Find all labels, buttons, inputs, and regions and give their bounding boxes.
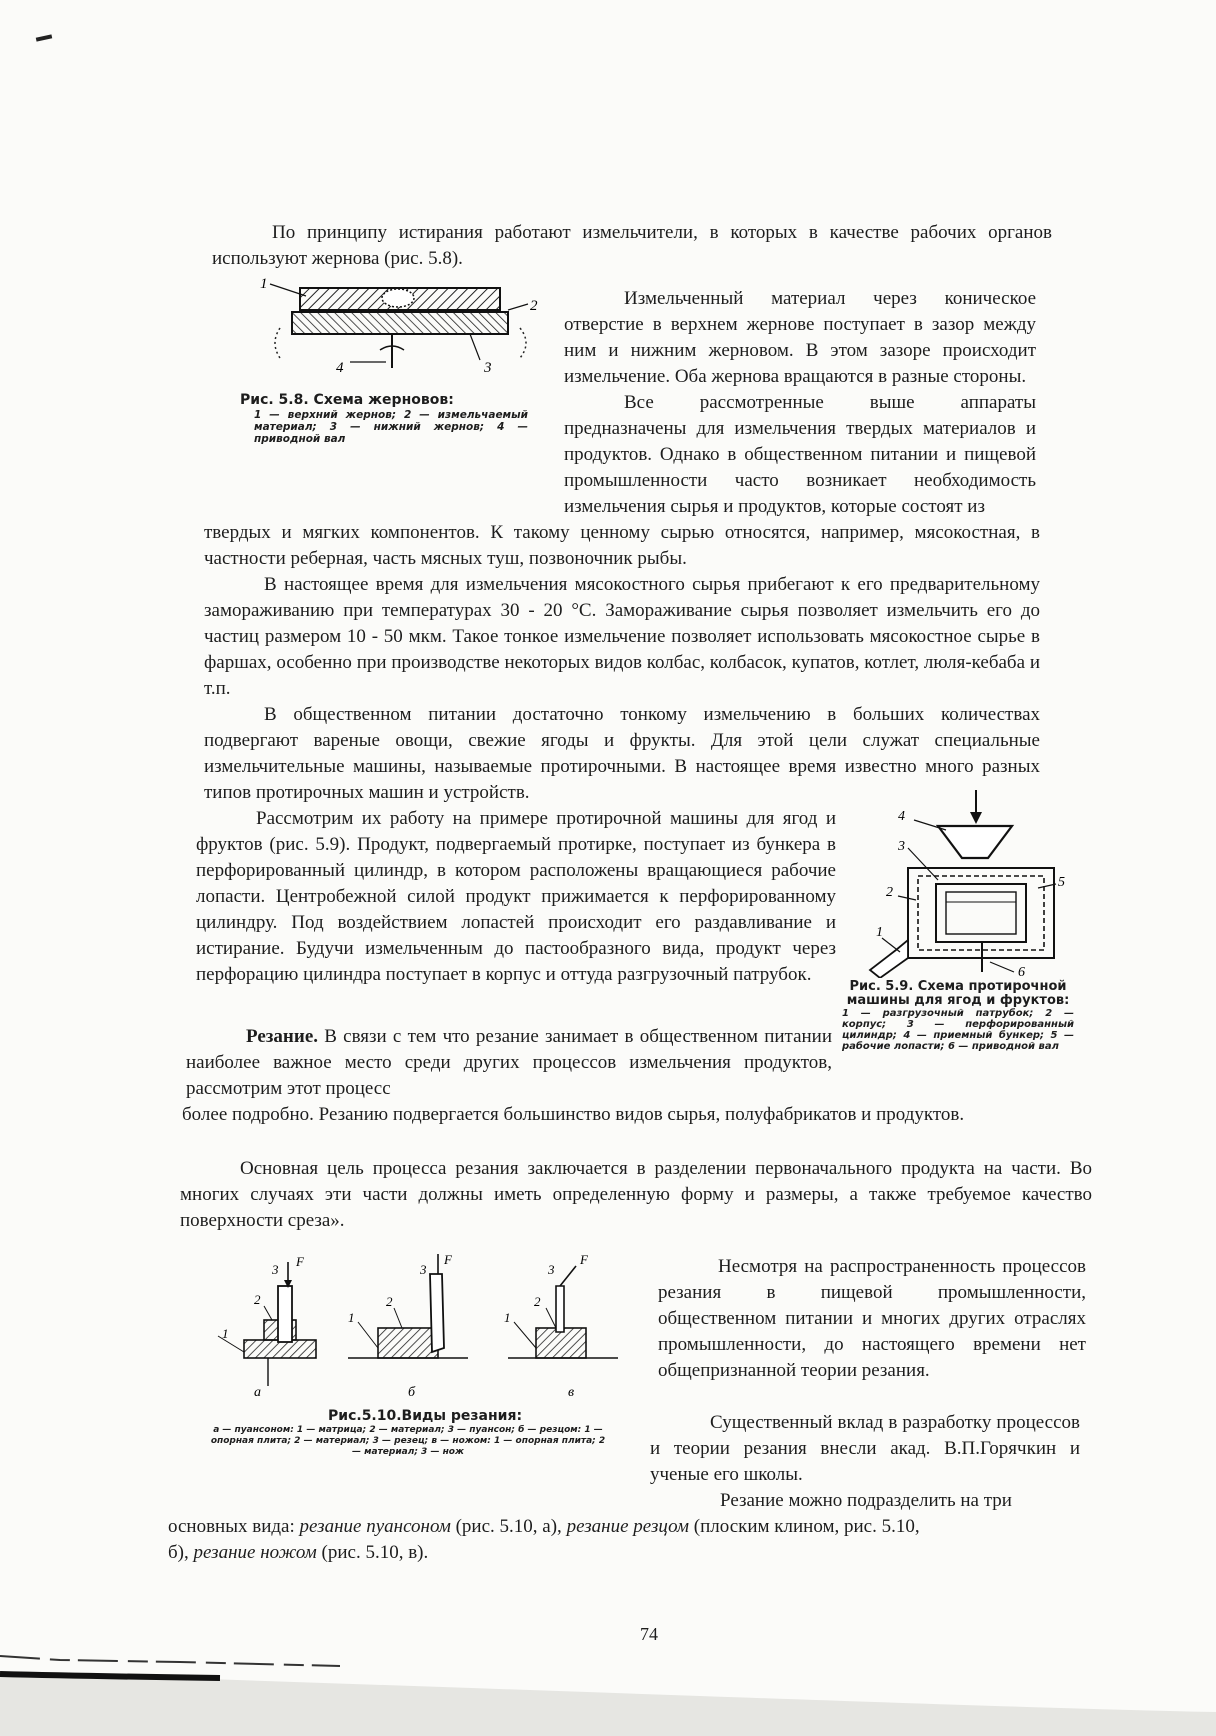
figure-5-8-caption: 1 — верхний жернов; 2 — измельчаемый материал; 3 — нижний жернов; 4 — приводной вал <box>254 409 528 445</box>
paragraph-cutting-goal: Основная цель процесса резания заключается в разделении первоначального продукта на части. Во многих случаях эти части должны иметь определенную форму и размеры, а также требуемое качество поверхности среза». <box>180 1158 1092 1231</box>
figure-5-9 <box>842 790 1074 1052</box>
ref-b-suffix: б), <box>168 1542 189 1563</box>
discharge-pipe <box>870 940 908 978</box>
fig59-label-6: 6 <box>1018 965 1025 978</box>
paragraph-cutting-intro-end: более подробно. Резанию подвергается большинство видов сырья, полуфабрикатов и продуктов. <box>182 1104 965 1125</box>
ref-fig-5-10-b: (плоским клином, рис. 5.10, <box>693 1516 920 1537</box>
paragraph-no-theory: Несмотря на распространенность процессов резания в пищевой промышленности, общественном питании и многих других отраслях промышленности, до настоящего времени нет общепризнанной теории резания. <box>658 1256 1086 1381</box>
paragraph-cutting-intro-text: В связи с тем что резание занимает в общественном питании наиболее важное место среди других процессов измельчения продуктов, рассмотрим этот процесс <box>186 1026 833 1099</box>
svg-text:3: 3 <box>272 1262 279 1277</box>
fig59-label-3: 3 <box>898 839 905 854</box>
scan-edge-shadow <box>0 1652 1216 1736</box>
paragraph-wiping-machines: В общественном питании достаточно тонкому измельчению в больших количествах подвергают вареные овощи, свежие ягоды и фрукты. Для этой цели служат специальные измельчительные машины, называемые протирочными. В настоящее время известно много разных типов протирочных машин и устройств. <box>204 704 1040 803</box>
perforated-cylinder <box>936 884 1026 942</box>
figure-5-10 <box>208 1252 628 1458</box>
svg-text:б: б <box>408 1385 416 1400</box>
fig59-label-2: 2 <box>886 885 893 900</box>
fig59-label-5: 5 <box>1058 875 1065 890</box>
svg-text:в: в <box>568 1385 575 1400</box>
fig59-label-1: 1 <box>876 925 883 940</box>
fig58-label-4: 4 <box>336 360 344 376</box>
svg-text:3: 3 <box>420 1262 427 1277</box>
term-punch-cutting: резание пуансоном <box>299 1516 451 1537</box>
text-main-types: основных вида: <box>168 1516 295 1537</box>
scan-mark <box>36 34 52 41</box>
lower-millstone <box>292 312 508 334</box>
svg-text:3: 3 <box>548 1262 555 1277</box>
paragraph-three-types-start: Резание можно подразделить на три <box>720 1490 1012 1511</box>
ref-fig-5-10-c: (рис. 5.10, в). <box>321 1542 429 1563</box>
svg-text:а: а <box>254 1385 261 1400</box>
heading-cutting: Резание. <box>246 1026 319 1047</box>
paragraph-three-types-end <box>168 1514 1080 1566</box>
svg-text:F: F <box>296 1254 304 1269</box>
paragraph-solid-materials-start: Все рассмотренные выше аппараты предназначены для измельчения твердых материалов и продуктов. Однако в общественном питании и пищевой промышленности часто возникает необходимость измельчения сырья и продуктов, которые состоят из <box>564 392 1036 517</box>
svg-text:1: 1 <box>222 1326 229 1341</box>
paragraph-goryachkin: Существенный вклад в разработку процессов и теории резания внесли акад. В.П.Горячкин и ученые его школы. <box>650 1412 1080 1485</box>
paragraph-cutting-intro <box>186 1024 832 1102</box>
figure-5-10-title: Рис.5.10.Виды резания: <box>328 1408 523 1424</box>
term-knife-cutting: резание ножом <box>193 1542 317 1563</box>
term-cutter-cutting: резание резцом <box>566 1516 689 1537</box>
fig58-label-1: 1 <box>260 278 268 292</box>
figure-5-9-title: Рис. 5.9. Схема протирочной машины для ягод и фруктов: <box>846 979 1070 1008</box>
millstones-diagram <box>240 278 540 388</box>
paragraph-wiping-machine-operation: Рассмотрим их работу на примере протирочной машины для ягод и фруктов (рис. 5.9). Продукт, подвергаемый протирке, поступает из бункера в перфорированный цилиндр, в котором расположены вращающиеся рабочие лопасти. Центробежной силой продукт прижимается к перфорированному цилиндру. Под воздействием лопастей происходит его раздавливание и истирание. Будучи измельченным до пастообразного вида, продукт через перфорацию цилиндра поступает в корпус и оттуда разгрузочный патрубок. <box>196 808 836 985</box>
svg-text:1: 1 <box>348 1310 355 1325</box>
cutting-cutter-diagram <box>348 1252 468 1400</box>
fig58-label-2: 2 <box>530 298 538 314</box>
ground-material <box>382 289 414 307</box>
fig58-label-3: 3 <box>484 360 492 376</box>
paragraph-intro-grindstones: По принципу истирания работают измельчители, в которых в качестве рабочих органов используют жернова (рис. 5.8). <box>212 222 1052 269</box>
svg-text:2: 2 <box>254 1292 261 1307</box>
ref-fig-5-10-a: (рис. 5.10, а), <box>455 1516 562 1537</box>
paragraph-freezing: В настоящее время для измельчения мясокостного сырья прибегают к его предварительному замораживанию при температурах 30 - 20 °С. Замораживание сырья позволяет измельчить его до частиц размером 10 - 50 мкм. Такое тонкое измельчение позволяет использовать мясокостное сырье в фаршах, особенно при производстве некоторых видов колбас, колбасок, купатов, котлет, люля-кебаба и т.п. <box>204 574 1040 699</box>
cutting-types-diagram <box>208 1252 628 1400</box>
page-number: 74 <box>640 1624 658 1644</box>
paragraph-solid-materials-end: твердых и мягких компонентов. К такому ценному сырью относятся, например, мясокостная, в частности реберная, часть мясных туш, позвоночник рыбы. <box>204 522 1040 569</box>
figure-5-10-caption: а — пуансоном: 1 — матрица; 2 — материал; 3 — пуансон; б — резцом: 1 — опорная плита; 2 — материал; 3 — резец; в — ножом: 1 — опорная плита; 2 — материал; 3 — нож <box>210 1425 606 1457</box>
figure-5-9-caption: 1 — разгрузочный патрубок; 2 — корпус; 3 — перфорированный цилиндр; 4 — приемный бункер; 5 — рабочие лопасти; 6 — приводной вал <box>842 1008 1074 1052</box>
paragraph-grinding-gap: Измельченный материал через коническое отверстие в верхнем жернове поступает в зазор между ним и нижним жерновом. В этом зазоре происходит измельчение. Оба жернова вращаются в разные стороны. <box>564 288 1036 387</box>
hopper <box>938 826 1012 858</box>
cutting-knife-diagram <box>504 1252 618 1400</box>
wiping-machine-diagram <box>842 790 1074 978</box>
svg-text:2: 2 <box>386 1294 393 1309</box>
svg-text:F: F <box>580 1252 588 1267</box>
fig59-label-4: 4 <box>898 809 905 824</box>
figure-5-8-title: Рис. 5.8. Схема жерновов: <box>240 392 454 408</box>
svg-text:F: F <box>444 1252 452 1267</box>
cutting-punch-diagram <box>218 1254 316 1400</box>
svg-text:2: 2 <box>534 1294 541 1309</box>
svg-text:1: 1 <box>504 1310 511 1325</box>
figure-5-8 <box>240 278 540 445</box>
